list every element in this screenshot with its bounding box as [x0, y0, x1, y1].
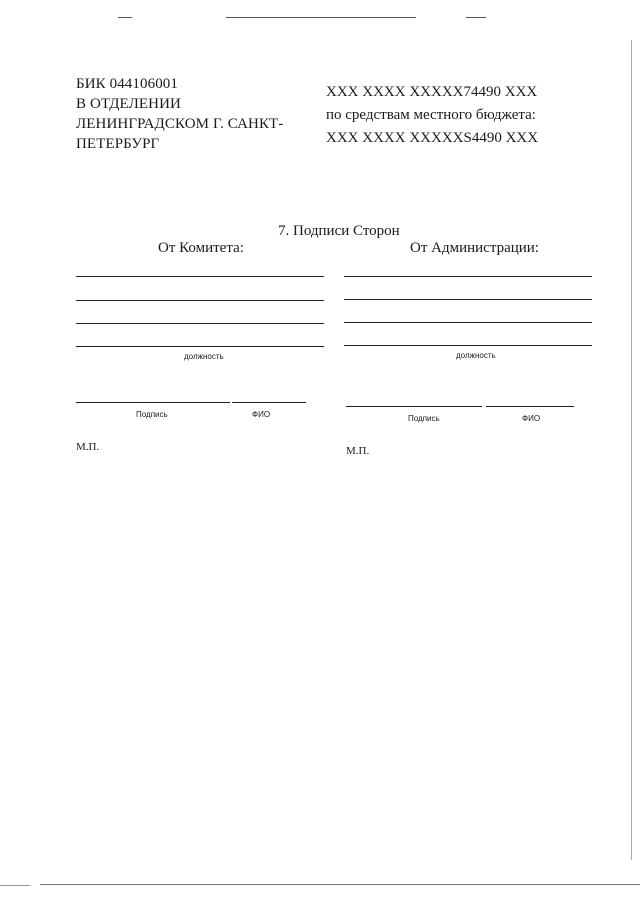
committee-stamp: М.П. — [76, 441, 100, 453]
administration-heading: От Администрации: — [410, 240, 539, 256]
administration-stamp: М.П. — [346, 445, 370, 457]
scan-artifact-top-left — [118, 17, 132, 18]
scan-artifact-right-edge — [631, 40, 632, 860]
bank-line-3: ЛЕНИНГРАДСКОМ Г. САНКТ- — [76, 116, 284, 132]
account-number-2: XXX XXXX XXXXXS4490 XXX — [326, 130, 539, 146]
committee-position-caption: должность — [184, 352, 224, 361]
bank-line-4: ПЕТЕРБУРГ — [76, 136, 160, 152]
committee-name-line — [232, 402, 306, 403]
administration-signature-line — [346, 406, 482, 407]
scan-artifact-top-right — [466, 17, 486, 18]
committee-signature-line — [76, 402, 230, 403]
administration-line-1 — [344, 276, 592, 277]
administration-line-2 — [344, 299, 592, 300]
committee-line-4 — [76, 346, 324, 347]
bank-bik: БИК 044106001 — [76, 76, 179, 92]
account-details — [326, 82, 596, 148]
scan-artifact-bottom-left — [0, 885, 30, 886]
committee-signature-caption: Подпись — [136, 410, 168, 419]
committee-line-1 — [76, 276, 324, 277]
account-number-1: XXX XXXX XXXXX74490 XXX — [326, 84, 538, 100]
administration-line-3 — [344, 322, 592, 323]
committee-line-2 — [76, 300, 324, 301]
bank-line-2: В ОТДЕЛЕНИИ — [76, 96, 181, 112]
administration-line-4 — [344, 345, 592, 346]
administration-name-caption: ФИО — [522, 414, 541, 423]
scan-artifact-top — [226, 17, 416, 18]
section-title: 7. Подписи Сторон — [278, 223, 400, 239]
bank-details — [76, 74, 316, 154]
committee-heading: От Комитета: — [158, 240, 244, 256]
scan-artifact-bottom — [40, 884, 640, 885]
administration-name-line — [486, 406, 574, 407]
committee-name-caption: ФИО — [252, 410, 271, 419]
administration-signature-caption: Подпись — [408, 414, 440, 423]
budget-note: по средствам местного бюджета: — [326, 107, 536, 123]
committee-line-3 — [76, 323, 324, 324]
administration-position-caption: должность — [456, 351, 496, 360]
